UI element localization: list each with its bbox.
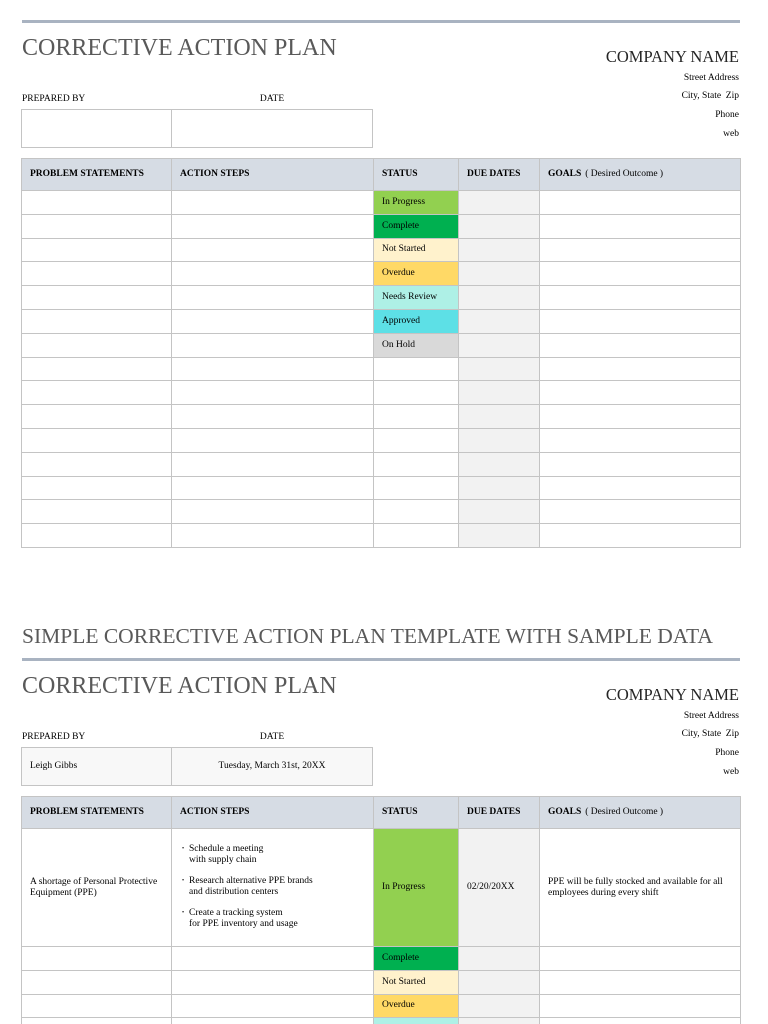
company-street: Street Address [683, 72, 739, 83]
due-date-cell [459, 452, 540, 476]
goal-cell [540, 333, 741, 357]
status-cell: Complete [374, 214, 459, 238]
prepared-by-field [21, 109, 172, 148]
action-step-item [182, 908, 367, 930]
action-steps-cell [172, 428, 374, 452]
table-row [22, 524, 741, 548]
due-date-cell [459, 428, 540, 452]
plan-title: CORRECTIVE ACTION PLAN [22, 35, 337, 61]
goal-cell [540, 970, 741, 994]
goal-cell [540, 500, 741, 524]
status-cell: Not Started [374, 238, 459, 262]
goal-cell [540, 286, 741, 310]
due-date-cell [459, 381, 540, 405]
problem-statement-cell: A shortage of Personal Protective Equipment (PPE) [22, 829, 172, 947]
action-step-text [189, 908, 298, 930]
problem-statement-cell [22, 994, 172, 1018]
action-steps-cell [172, 405, 374, 429]
goal-cell [540, 476, 741, 500]
company-name: COMPANY NAME [605, 685, 739, 704]
prepared-by-label: PREPARED BY [22, 94, 86, 104]
action-steps-cell [172, 309, 374, 333]
action-plan-sheet-sample [0, 658, 768, 1024]
action-plan-sheet [0, 20, 768, 550]
action-step-line: with supply chain [189, 855, 257, 865]
action-step-item [182, 876, 367, 898]
status-cell: Not Started [374, 970, 459, 994]
table-body [22, 829, 741, 1024]
table-row [22, 476, 741, 500]
action-steps-cell [172, 476, 374, 500]
action-steps-cell [172, 262, 374, 286]
bullet-icon [182, 876, 189, 898]
problem-statement-cell [22, 947, 172, 971]
table-row [22, 994, 741, 1018]
table-row [22, 947, 741, 971]
goal-cell [540, 947, 741, 971]
table-row [22, 381, 741, 405]
problem-statement-cell [22, 214, 172, 238]
status-cell [374, 381, 459, 405]
action-steps-cell [172, 333, 374, 357]
status-cell [374, 428, 459, 452]
due-date-cell [459, 333, 540, 357]
title-rule [22, 658, 740, 661]
action-steps-cell [172, 524, 374, 548]
problem-statement-cell [22, 309, 172, 333]
table-row [22, 238, 741, 262]
table-row [22, 405, 741, 429]
column-header-due-dates: DUE DATES [459, 797, 540, 829]
status-cell [374, 1018, 459, 1024]
due-date-cell [459, 405, 540, 429]
problem-statement-cell [22, 262, 172, 286]
goals-header-label: GOALS [548, 807, 582, 817]
status-cell: In Progress [374, 829, 459, 947]
problem-statement-cell [22, 524, 172, 548]
problem-statement-cell [22, 191, 172, 215]
column-header-problem-statements: PROBLEM STATEMENTS [22, 797, 172, 829]
table-row [22, 286, 741, 310]
status-cell: Approved [374, 309, 459, 333]
due-date-cell [459, 238, 540, 262]
status-cell [374, 500, 459, 524]
table-header-row [22, 159, 741, 191]
status-cell: Overdue [374, 994, 459, 1018]
due-date-cell [459, 524, 540, 548]
action-step-line: Research alternative PPE brands [189, 876, 313, 886]
date-label: DATE [259, 732, 285, 742]
plan-title: CORRECTIVE ACTION PLAN [22, 673, 337, 699]
action-steps-cell [172, 1018, 374, 1024]
action-steps-cell [172, 829, 374, 947]
due-date-cell [459, 947, 540, 971]
problem-statement-cell [22, 452, 172, 476]
table-row [22, 214, 741, 238]
due-date-cell [459, 1018, 540, 1024]
goal-cell [540, 238, 741, 262]
action-steps-cell [172, 191, 374, 215]
company-street: Street Address [683, 710, 739, 721]
due-date-cell [459, 500, 540, 524]
table-row [22, 333, 741, 357]
company-web: web [723, 128, 739, 139]
status-cell [374, 405, 459, 429]
problem-statement-cell [22, 970, 172, 994]
prepared-by-label: PREPARED BY [22, 732, 86, 742]
goal-cell [540, 357, 741, 381]
goal-cell [540, 1018, 741, 1024]
action-step-line: and distribution centers [189, 887, 279, 897]
action-plan-table-container [21, 158, 741, 548]
status-cell [374, 524, 459, 548]
problem-statement-cell [22, 333, 172, 357]
date-field: Tuesday, March 31st, 20XX [171, 747, 373, 786]
goal-cell: PPE will be fully stocked and available for all employees during every shift [540, 829, 741, 947]
table-row [22, 452, 741, 476]
company-city-state-zip: City, State Zip [681, 729, 739, 740]
goal-cell [540, 214, 741, 238]
status-cell [374, 452, 459, 476]
action-plan-table [21, 796, 741, 1024]
status-cell: Overdue [374, 262, 459, 286]
problem-statement-cell [22, 1018, 172, 1024]
action-steps-cell [172, 214, 374, 238]
table-header-row [22, 797, 741, 829]
action-steps-cell [172, 381, 374, 405]
goal-cell [540, 405, 741, 429]
goals-header-label: GOALS [548, 169, 582, 179]
problem-statement-cell [22, 286, 172, 310]
table-row [22, 428, 741, 452]
status-cell: Complete [374, 947, 459, 971]
goal-cell [540, 428, 741, 452]
problem-statement-cell [22, 428, 172, 452]
due-date-cell [459, 994, 540, 1018]
column-header-problem-statements: PROBLEM STATEMENTS [22, 159, 172, 191]
due-date-cell [459, 191, 540, 215]
due-date-cell [459, 476, 540, 500]
status-cell [374, 476, 459, 500]
goal-cell [540, 191, 741, 215]
due-date-cell [459, 309, 540, 333]
bullet-icon [182, 908, 189, 930]
action-steps-cell [172, 286, 374, 310]
action-steps-cell [172, 500, 374, 524]
action-step-text [189, 844, 263, 866]
action-steps-cell [172, 994, 374, 1018]
table-body [22, 191, 741, 548]
problem-statement-cell [22, 500, 172, 524]
problem-statement-cell [22, 476, 172, 500]
company-name: COMPANY NAME [605, 47, 739, 66]
company-address-block [682, 69, 739, 144]
action-plan-table-container [21, 796, 741, 1024]
table-row [22, 1018, 741, 1024]
due-date-cell [459, 214, 540, 238]
table-row [22, 970, 741, 994]
table-row [22, 357, 741, 381]
action-step-text [189, 876, 313, 898]
action-step-line: for PPE inventory and usage [189, 919, 298, 929]
status-cell: Needs Review [374, 286, 459, 310]
column-header-status: STATUS [374, 159, 459, 191]
table-row [22, 309, 741, 333]
column-header-due-dates: DUE DATES [459, 159, 540, 191]
action-step-item [182, 844, 367, 866]
action-steps-cell [172, 357, 374, 381]
column-header-goals [540, 797, 741, 829]
status-cell: On Hold [374, 333, 459, 357]
due-date-cell: 02/20/20XX [459, 829, 540, 947]
date-label: DATE [259, 94, 285, 104]
goal-cell [540, 452, 741, 476]
table-row [22, 262, 741, 286]
status-cell: In Progress [374, 191, 459, 215]
prepared-by-field: Leigh Gibbs [21, 747, 172, 786]
section-heading: SIMPLE CORRECTIVE ACTION PLAN TEMPLATE WITH SAMPLE DATA [22, 624, 713, 648]
goal-cell [540, 524, 741, 548]
action-steps-cell [172, 452, 374, 476]
due-date-cell [459, 262, 540, 286]
action-plan-table [21, 158, 741, 548]
due-date-cell [459, 357, 540, 381]
company-web: web [723, 766, 739, 777]
problem-statement-cell [22, 381, 172, 405]
goal-cell [540, 994, 741, 1018]
action-steps-cell [172, 238, 374, 262]
due-date-cell [459, 286, 540, 310]
column-header-action-steps: ACTION STEPS [172, 797, 374, 829]
status-cell [374, 357, 459, 381]
goal-cell [540, 309, 741, 333]
table-row [22, 829, 741, 947]
problem-statement-cell [22, 238, 172, 262]
problem-statement-cell [22, 357, 172, 381]
action-steps-cell [172, 970, 374, 994]
company-city-state-zip: City, State Zip [681, 91, 739, 102]
goals-header-note: ( Desired Outcome ) [585, 807, 664, 817]
table-row [22, 191, 741, 215]
goals-header-note: ( Desired Outcome ) [585, 169, 664, 179]
table-row [22, 500, 741, 524]
date-field [171, 109, 373, 148]
action-step-line: Create a tracking system [189, 908, 283, 918]
company-address-block [682, 707, 739, 782]
problem-statement-cell [22, 405, 172, 429]
action-steps-cell [172, 947, 374, 971]
goal-cell [540, 381, 741, 405]
column-header-status: STATUS [374, 797, 459, 829]
company-phone: Phone [715, 747, 739, 758]
title-rule [22, 20, 740, 23]
column-header-goals [540, 159, 741, 191]
due-date-cell [459, 970, 540, 994]
company-phone: Phone [715, 109, 739, 120]
column-header-action-steps: ACTION STEPS [172, 159, 374, 191]
goal-cell [540, 262, 741, 286]
bullet-icon [182, 844, 189, 866]
action-step-line: Schedule a meeting [189, 844, 264, 854]
